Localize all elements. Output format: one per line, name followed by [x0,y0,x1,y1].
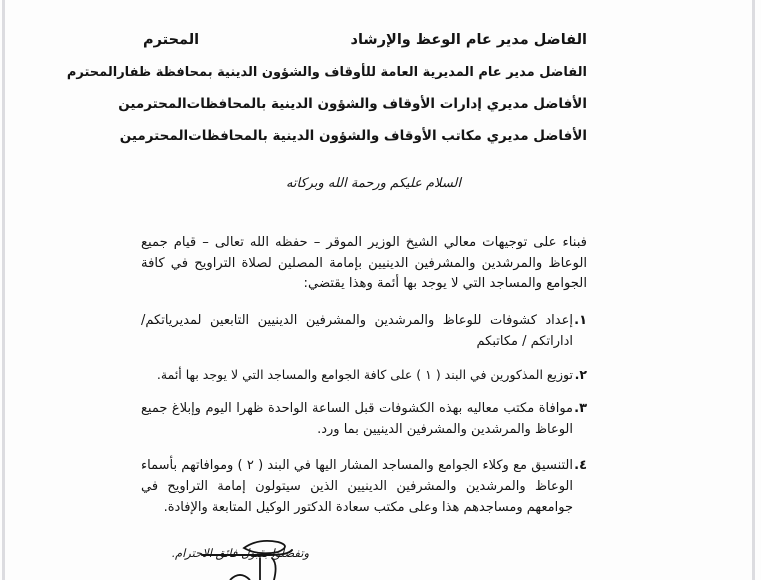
greeting: السلام عليكم ورحمة الله وبركاته [285,176,461,191]
recipient-title: الفاضل مدير عام الوعظ والإرشاد [350,32,587,48]
list-item [141,455,587,518]
list-item [141,364,587,385]
recipient-title: الأفاضل مديري إدارات الأوقاف والشؤون الدينية بالمحافظات [186,96,587,112]
item-number: ١. [574,313,587,328]
recipient-line [119,126,587,146]
recipient-honorific: المحترم [143,32,200,48]
recipient-honorific: المحترمين [118,96,187,112]
recipient-title: الفاضل مدير عام المديرية العامة للأوقاف والشؤون الدينية بمحافظة ظفار [117,65,587,80]
recipient-line [143,30,587,50]
item-number: ٣. [574,401,587,416]
recipient-honorific: المحترمين [119,128,189,144]
intro-paragraph: فبناء على توجيهات معالي الشيخ الوزير الموقر – حفظه الله تعالى – قيام جميع الوعاظ والمرشدين والمشرفين الدينيين بإمامة المصلين لصلاة التراويح في كافة الجوامع والمساجد التي لا يوجد بها أئمة وهذا يقتضي: [141,235,587,291]
item-text: موافاة مكتب معاليه بهذه الكشوفات قبل الساعة الواحدة ظهرا اليوم وإبلاغ جميع الوعاظ والمرشدين والمشرفين الدينيين بما ورد. [141,401,573,437]
recipient-honorific: المحترم [66,65,118,80]
closing-line: وتفضلوا بقبول فائق الاحترام. [171,546,309,560]
item-text: إعداد كشوفات للوعاظ والمرشدين والمشرفين الدينيين التابعين لمديرياتكم/اداراتكم / مكاتبكم [141,313,573,349]
list-item [141,310,587,352]
recipient-title: الأفاضل مديري مكاتب الأوقاف والشؤون الدينية بالمحافظات [188,128,587,144]
item-number: ٤. [574,458,587,473]
signature [200,536,310,580]
item-text: التنسيق مع وكلاء الجوامع والمساجد المشار اليها في البند ( ٢ ) وموافاتهم بأسماء الوعاظ والمرشدين والمشرفين الدينيين الذين سيتولون إمامة التراويح في جوامعهم ومساجدهم هذا وعلى مكتب سعادة الدكتور الوكيل المتابعة والإفادة. [141,458,573,515]
recipient-line [66,63,587,83]
recipient-line [118,94,587,114]
item-text: توزيع المذكورين في البند ( ١ ) على كافة الجوامع والمساجد التي لا يوجد بها أئمة. [156,367,573,382]
list-item [141,398,587,440]
item-number: ٢. [574,367,587,382]
